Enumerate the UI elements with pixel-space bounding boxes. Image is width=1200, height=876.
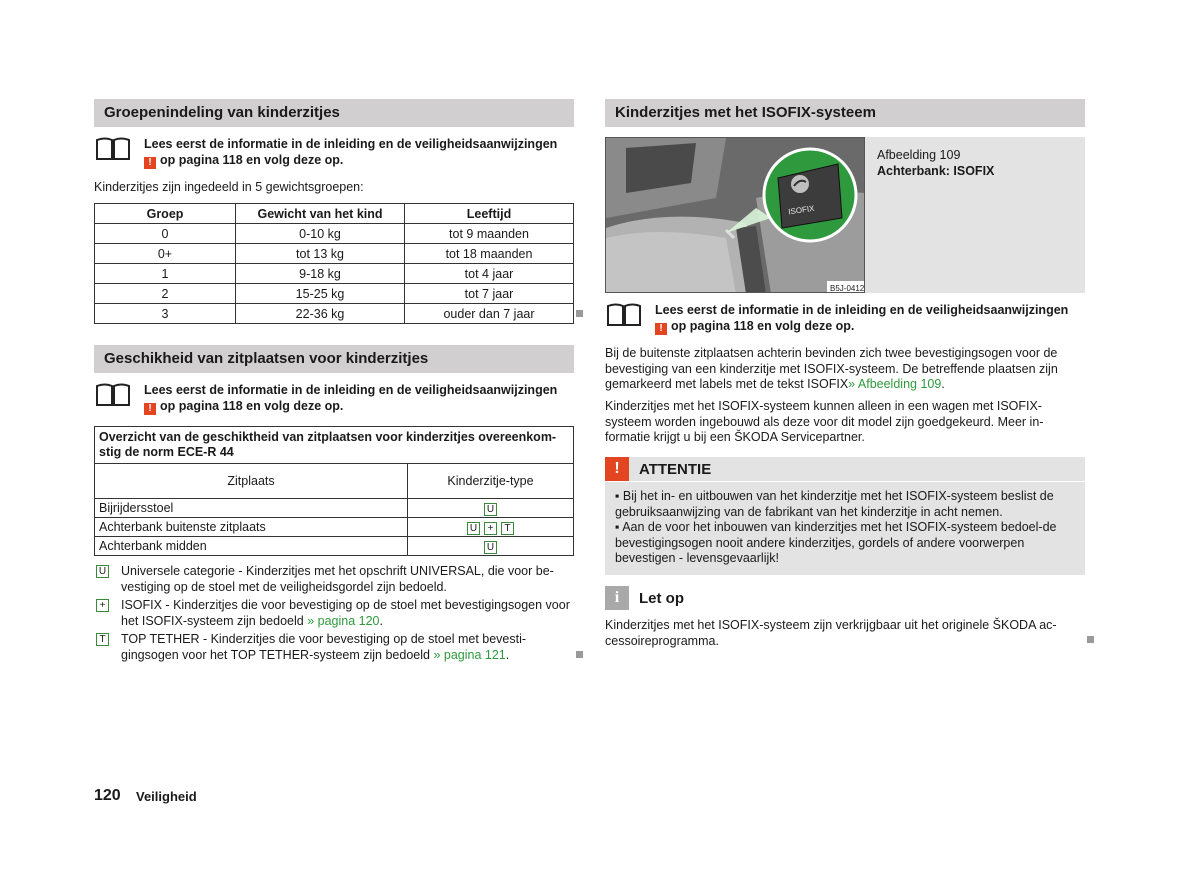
type-cell	[408, 537, 574, 556]
figure-caption: Achterbank: ISOFIX	[877, 164, 995, 178]
section-title-isofix: Kinderzitjes met het ISOFIX-systeem	[605, 99, 1085, 127]
section-end-marker	[576, 310, 583, 317]
note-title: Let op	[639, 590, 684, 607]
para1-text: Bij de buitenste zitplaatsen achterin bevinden zich twee bevestigingsogen voor de bevestiging van een kinderzitje met ISOFIX-systeem. De betreffende plaatsen zijn gemarkeerd met labels met de tekst ISOFIX	[605, 346, 1058, 391]
code-u-icon: U	[467, 522, 480, 535]
intro-text: Kinderzitjes zijn ingedeeld in 5 gewichtsgroepen:	[94, 180, 364, 194]
warning-icon: !	[605, 457, 629, 481]
info-icon: i	[605, 586, 629, 610]
punct: .	[941, 377, 945, 391]
table-row	[95, 224, 574, 244]
rear-seat-illustration	[606, 138, 865, 293]
cell: 0	[95, 224, 236, 244]
cell: 3	[95, 304, 236, 324]
paragraph-1	[605, 346, 1085, 393]
code-u-icon: U	[484, 541, 497, 554]
cell: ouder dan 7 jaar	[405, 304, 574, 324]
figure-label: Afbeelding 109	[877, 148, 961, 162]
book-icon	[95, 382, 131, 411]
warning-icon: !	[144, 157, 156, 169]
table-header-row	[95, 464, 574, 499]
section-end-marker	[576, 651, 583, 658]
col-header: Groep	[95, 204, 236, 224]
table-row	[95, 284, 574, 304]
type-cell	[408, 518, 574, 537]
cell: 15-25 kg	[236, 284, 405, 304]
table-row	[95, 264, 574, 284]
table-caption: Overzicht van de geschiktheid van zitplaatsen voor kinderzitjes overeenkom-stig de norm ECE-R 44	[95, 427, 574, 464]
legend-text: ISOFIX - Kinderzitjes die voor bevestiging op de stoel met bevestigingsogen voor het ISOFIX-systeem zijn bedoeld	[121, 598, 570, 628]
legend-text: TOP TETHER - Kinderzitjes die voor bevestiging op de stoel met bevesti-gingsogen voor het TOP TETHER-systeem zijn bedoeld	[121, 632, 527, 662]
attentie-item-text: Aan de voor het inbouwen van kinderzitjes met het ISOFIX-systeem bedoel-de bevestigingsogen nooit andere kinderzitjes, gordels of andere voorwerpen bevestigen - levensgevaarlijk!	[615, 520, 1057, 565]
code-u-icon: U	[484, 503, 497, 516]
notice-line1: Lees eerst de informatie in de inleiding en de veiligheidsaanwijzingen	[144, 383, 558, 397]
figure-caption-box	[865, 137, 1085, 293]
legend-item	[94, 598, 574, 629]
seat-cell: Achterbank midden	[95, 537, 408, 556]
note-header	[605, 586, 1085, 610]
legend-item	[94, 564, 574, 595]
table-header-row	[95, 204, 574, 224]
col-header: Leeftijd	[405, 204, 574, 224]
seat-cell: Achterbank buitenste zitplaats	[95, 518, 408, 537]
figure-link[interactable]: » Afbeelding 109	[848, 377, 942, 391]
attentie-box	[605, 457, 1085, 575]
code-plus-icon: +	[96, 599, 109, 612]
page-number: 120	[94, 787, 121, 804]
cell: 22-36 kg	[236, 304, 405, 324]
notice-line2: op pagina 118 en volg deze op.	[160, 153, 344, 167]
table-row	[95, 304, 574, 324]
image-code: B5J-0412	[830, 284, 865, 293]
notice-line1: Lees eerst de informatie in de inleiding en de veiligheidsaanwijzingen	[655, 303, 1069, 317]
code-u-icon: U	[96, 565, 109, 578]
book-icon	[606, 302, 642, 331]
notice-line2: op pagina 118 en volg deze op.	[671, 319, 855, 333]
cell: 2	[95, 284, 236, 304]
warning-icon: !	[144, 403, 156, 415]
legend-text: Universele categorie - Kinderzitjes met het opschrift UNIVERSAL, die voor be-vestiging op de stoel met de veiligheidsgordel zijn bedoeld.	[121, 564, 554, 594]
cell: tot 13 kg	[236, 244, 405, 264]
safety-notice	[655, 302, 1085, 335]
table-row	[95, 537, 574, 556]
col-header-type: Kinderzitje-type	[408, 464, 574, 499]
chapter-name: Veiligheid	[136, 789, 197, 804]
col-header-seat: Zitplaats	[95, 464, 408, 499]
page-link[interactable]: » pagina 121	[433, 647, 506, 662]
notice-line1: Lees eerst de informatie in de inleiding en de veiligheidsaanwijzingen	[144, 137, 558, 151]
cell: tot 7 jaar	[405, 284, 574, 304]
paragraph-2: Kinderzitjes met het ISOFIX-systeem kunnen alleen in een wagen met ISOFIX-systeem worden ingebouwd als deze voor dit model zijn goedgekeurd. Meer in-formatie krijgt u bij een ŠKODA Servicepartner.	[605, 399, 1044, 444]
punct: .	[505, 647, 510, 662]
page-link[interactable]: » pagina 120	[307, 613, 380, 628]
child-seat-icon	[791, 175, 809, 193]
isofix-badge-text: ISOFIX	[787, 203, 815, 217]
col-header: Gewicht van het kind	[236, 204, 405, 224]
cell: 0+	[95, 244, 236, 264]
legend-item	[94, 632, 574, 663]
cell: tot 4 jaar	[405, 264, 574, 284]
note-text: Kinderzitjes met het ISOFIX-systeem zijn verkrijgbaar uit het originele ŠKODA ac-cessoireprogramma.	[605, 618, 1057, 648]
legend-list	[94, 564, 574, 663]
safety-notice	[144, 136, 574, 169]
divider	[605, 481, 1085, 482]
section-title-geschiktheid: Geschikheid van zitplaatsen voor kinderzitjes	[94, 345, 574, 373]
cell: 9-18 kg	[236, 264, 405, 284]
punct: .	[379, 613, 383, 628]
cell: tot 9 maanden	[405, 224, 574, 244]
table-row	[95, 518, 574, 537]
section-title-groepenindeling: Groepenindeling van kinderzitjes	[94, 99, 574, 127]
code-plus-icon: +	[484, 522, 497, 535]
attentie-item	[615, 520, 1077, 567]
table-caption-row	[95, 427, 574, 464]
section-end-marker	[1087, 636, 1094, 643]
code-t-icon: T	[96, 633, 109, 646]
type-cell	[408, 499, 574, 518]
weight-groups-table	[94, 203, 574, 324]
bullet-icon: ▪	[615, 489, 623, 503]
cell: 0-10 kg	[236, 224, 405, 244]
attentie-item-text: Bij het in- en uitbouwen van het kinderzitje met het ISOFIX-systeem beslist de gebruiksaanwijzing van de fabrikant van het kinderzitje in acht nemen.	[615, 489, 1054, 519]
safety-notice	[144, 382, 574, 415]
bullet-icon: ▪	[615, 520, 623, 534]
warning-icon: !	[655, 323, 667, 335]
attentie-item	[615, 489, 1077, 520]
isofix-figure-image	[605, 137, 865, 293]
seat-suitability-table	[94, 426, 574, 556]
code-t-icon: T	[501, 522, 514, 535]
cell: tot 18 maanden	[405, 244, 574, 264]
book-icon	[95, 136, 131, 165]
table-row	[95, 244, 574, 264]
notice-line2: op pagina 118 en volg deze op.	[160, 399, 344, 413]
cell: 1	[95, 264, 236, 284]
seat-cell: Bijrijdersstoel	[95, 499, 408, 518]
table-row	[95, 499, 574, 518]
attentie-title: ATTENTIE	[639, 461, 712, 478]
